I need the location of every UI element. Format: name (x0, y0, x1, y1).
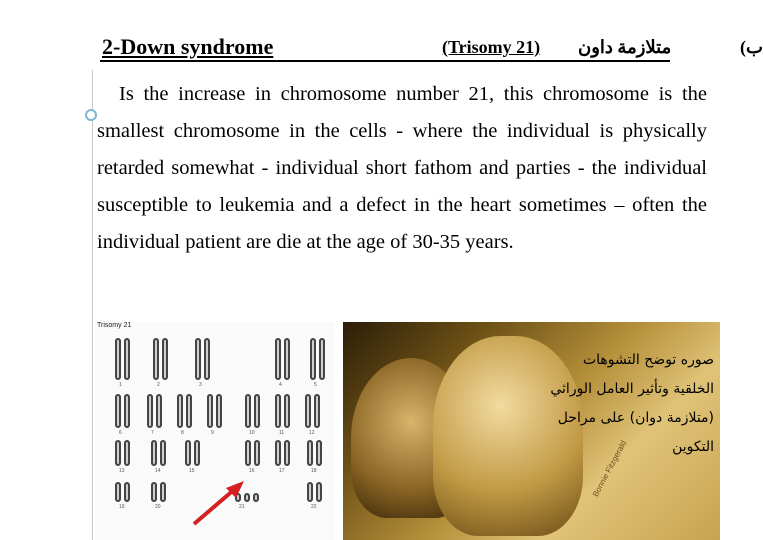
chromosome (162, 338, 168, 380)
chromosome (284, 338, 290, 380)
chromosome-number: 6 (119, 430, 122, 436)
chromosome (177, 394, 183, 428)
karyotype-label: Trisomy 21 (97, 322, 132, 329)
chromosome (254, 440, 260, 466)
chromosome (316, 482, 322, 502)
caption-line: صوره توضح التشوهات (582, 352, 714, 368)
caption-line: الخلقية وتأثير العامل الوراثي (550, 381, 714, 397)
chromosome (194, 440, 200, 466)
chromosome (185, 440, 191, 466)
chromosome (245, 440, 251, 466)
chromosome-number: 14 (155, 468, 161, 474)
chromosome (204, 338, 210, 380)
chromosome (151, 482, 157, 502)
chromosome (310, 338, 316, 380)
chromosome (275, 338, 281, 380)
title-english: 2-Down syndrome (102, 34, 274, 59)
chromosome-number: 11 (279, 430, 285, 436)
title-arabic: متلازمة داون (578, 37, 672, 57)
chromosome-number: 15 (189, 468, 195, 474)
chromosome (207, 394, 213, 428)
chromosome (254, 394, 260, 428)
chromosome-number: 5 (314, 382, 317, 388)
chromosome-number: 19 (119, 504, 125, 510)
title-underline (100, 60, 670, 62)
body-paragraph (97, 76, 707, 261)
chromosome (124, 440, 130, 466)
red-arrow-icon (188, 478, 248, 528)
photo-signature: Bonnie Fitzgerald (591, 439, 629, 499)
chromosome-number: 20 (155, 504, 161, 510)
chromosome (124, 482, 130, 502)
chromosome-number: 4 (279, 382, 282, 388)
chromosome (151, 440, 157, 466)
title-trisomy: (Trisomy 21) (442, 37, 541, 57)
chromosome-number: 9 (211, 430, 214, 436)
chromosome (245, 394, 251, 428)
chromosome (115, 482, 121, 502)
chromosome-number: 13 (119, 468, 125, 474)
chromosome-number: 1 (119, 382, 122, 388)
chromosome-number: 10 (249, 430, 255, 436)
chromosome (319, 338, 325, 380)
chromosome (124, 338, 130, 380)
chromosome-number: 21 (239, 504, 245, 510)
chromosome (307, 440, 313, 466)
chromosome-number: 18 (311, 468, 317, 474)
chromosome-number: 17 (279, 468, 285, 474)
chromosome-number: 8 (181, 430, 184, 436)
chromosome (124, 394, 130, 428)
chromosome (147, 394, 153, 428)
chromosome (115, 440, 121, 466)
patient-photo (343, 322, 720, 540)
chromosome-number: 3 (199, 382, 202, 388)
chromosome (156, 394, 162, 428)
chromosome (305, 394, 311, 428)
chromosome (216, 394, 222, 428)
paragraph-text: Is the increase in chromosome number 21, this chromosome is the smallest chromosome in the cells - where the individual is physically retarded somewhat - individual short fathom and parties - the individual susceptible to leukemia and a defect in the heart sometimes – often the individual patient are die at the age of 30-35 years. (97, 83, 707, 253)
chromosome (284, 394, 290, 428)
chromosome (160, 440, 166, 466)
chromosome (275, 440, 281, 466)
chromosome (115, 338, 121, 380)
chromosome (160, 482, 166, 502)
chromosome (314, 394, 320, 428)
chromosome (253, 493, 259, 502)
chromosome-number: 22 (311, 504, 317, 510)
chromosome (307, 482, 313, 502)
chromosome (153, 338, 159, 380)
chromosome (284, 440, 290, 466)
chromosome (186, 394, 192, 428)
chromosome-number: 7 (151, 430, 154, 436)
caption-line: (متلازمة دوان) على مراحل (557, 410, 714, 426)
chromosome-number: 2 (157, 382, 160, 388)
left-rule (92, 70, 93, 540)
chromosome (275, 394, 281, 428)
chromosome (316, 440, 322, 466)
chromosome-number: 12 (309, 430, 315, 436)
title-letter: ب) (740, 37, 763, 57)
chromosome-number: 16 (249, 468, 255, 474)
chromosome (195, 338, 201, 380)
chromosome (115, 394, 121, 428)
caption-line: التكوين (672, 439, 714, 455)
bullet-circle-icon (85, 109, 97, 121)
photo-caption (496, 346, 714, 462)
